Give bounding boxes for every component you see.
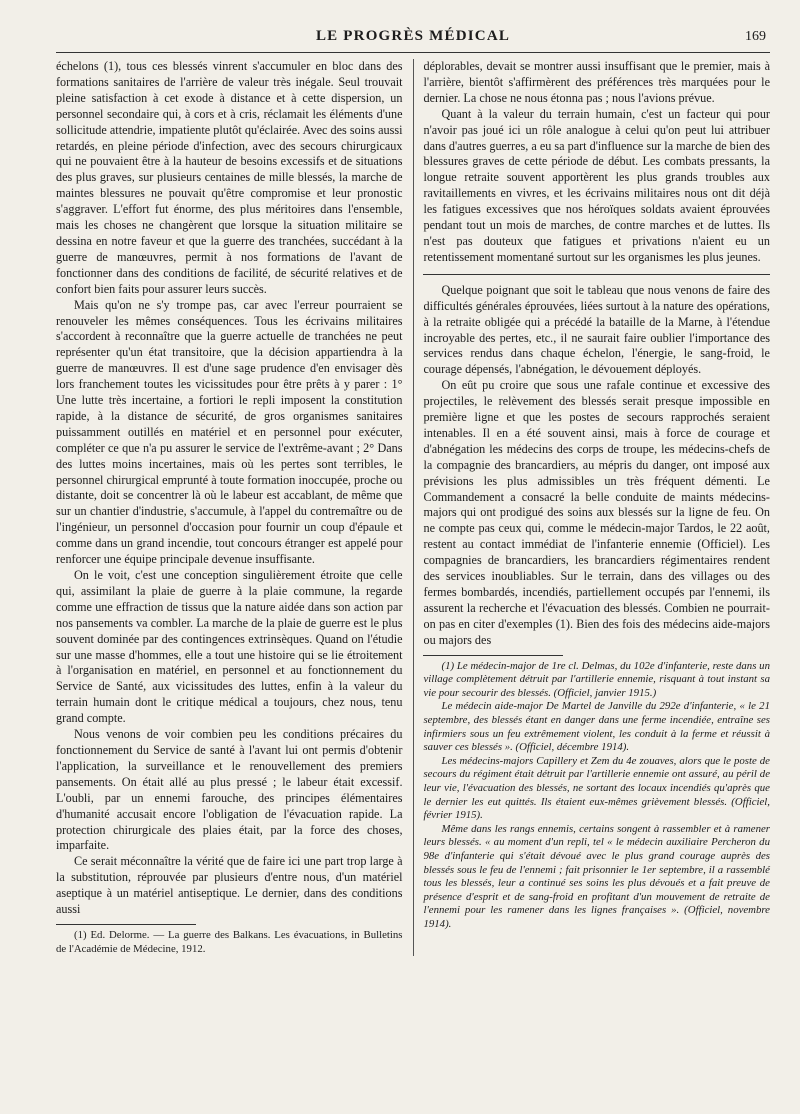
paragraph: Quant à la valeur du terrain humain, c'est un facteur qui pour n'avoir pas joué ici un rôle analogue à celui qu'on peut lui attribuer dans d'autres guerres, a eu sa part d'influence sur la marche de bien des blessures graves de cette période de début. Les combats pressants, la longue retraite souvent apportèrent les plus grands troubles aux ravitaillements en vivres, et les écrivains militaires nous ont dit déjà les fatigues excessives que nos héroïques soldats avaient éprouvées pendant tout un mois de marches, de contre marches et de luttes. Ils n'est pas douteux que fatigues et privations n'aient eu un retentissement momentané surtout sur les organismes les plus jeunes. <box>423 106 770 264</box>
page-header <box>56 26 770 50</box>
footnote-rule <box>423 655 563 656</box>
paragraph: échelons (1), tous ces blessés vinrent s'accumuler en bloc dans des formations sanitaires de l'arrière de valeur très inégale. Seul trouvait pleine satisfaction à cet exode à distance et à cette dispersion, un personnel secondaire qui, à cors et à cris, réclamait les éléments d'une sollicitude attendrie, impatiente plutôt qu'éclairée. Avec des soins aussi retardés, en pleine période d'infection, avec des secours chirurgicaux qui ne pouvaient être à la hauteur de besoins excessifs et de situations des plus graves, sur plusieurs centaines de mille blessés, la marche de maintes blessures ne pouvait qu'être compromise et leur pronostic s'aggraver. L'effort fut énorme, des plus méritoires dans l'ensemble, mais les choses ne changèrent que lorsque la situation militaire se dessina en notre faveur et que la guerre des tranchées, succédant à la guerre de manœuvres, permit à nos formations de l'avant de fonctionner dans des conditions de facilité, de sécurité relatives et de confort bien faits pour assurer leurs succès. <box>56 59 403 296</box>
paragraph: Mais qu'on ne s'y trompe pas, car avec l'erreur pourraient se renouveler les mêmes conséquences. Tous les écrivains militaires s'accordent à reconnaître que la guerre actuelle de tranchées ne peut représenter qu'un état transitoire, que la décision appartiendra à la guerre de manœuvres. Il est d'une sage prudence d'en envisager dès lors franchement toutes les vicissitudes pour être prêts à y parer : 1° Une lutte très incertaine, a fortiori le repli imposent la constitution rapide, à la distance de sécurité, de gros organismes sanitaires puissamment outillés en matériel et en personnel pour exécuter, compléter ce que n'a pu assurer le service de l'extrême-avant ; 2° Dans des luttes moins incertaines, mais où les pertes sont terribles, le personnel chirurgical emprunté à toute formation inoccupée, proche ou distante, doit se concentrer là où le labeur est accablant, de même que sur un chantier d'industrie, s'accumule, à l'appel du contremaître ou de l'ingénieur, un personnel d'occasion pour fournir un coup d'épaule et comme dans un grand incendie, tout concours étranger est appelé pour renforcer une équipe principale devenue insuffisante. <box>56 297 403 567</box>
paragraph: déplorables, devait se montrer aussi insuffisant que le premier, mais à l'arrière, bientôt s'affirmèrent des préférences très marquées pour le dernier. La chose ne nous étonna pas ; nous l'avions prévue. <box>423 59 770 105</box>
journal-title: LE PROGRÈS MÉDICAL <box>315 28 511 44</box>
paragraph: On le voit, c'est une conception singulièrement étroite que celle qui, assimilant la plaie de guerre à la plaie commune, la regarde comme une effraction de tissus que la nature aidée dans son action par nos pansements va combler. La marche de la plaie de guerre est le plus souvent dominée par des contingences extrinsèques. Quand on l'étudie sur une masse d'hommes, elle a tout une histoire qui se lie étroitement à l'organisation en matériel, en personnel et au fonctionnement du Service de Santé, aux vicissitudes des luttes, enfin à la valeur du terrain humain dont le critique médical a toujours, chez nous, tenu grand compte. <box>56 568 403 726</box>
footnote: Même dans les rangs ennemis, certains songent à rassembler et à ramener leurs blessés. « au moment d'un repli, tel « le médecin auxiliaire Percheron du 98e d'infanterie qui s'était dévoué avec le plus grand courage auprès des blessés sous le feu de l'ennemi ; fait prisonnier le 1er septembre, il a rassemblé tous les blessés, leur a continué ses soins les plus dévoués et a fait preuve de présence d'esprit et de sang-froid en profitant d'un mouvement de retraite de l'ennemi pour les ramener dans les lignes françaises ». (Officiel, novembre 1914). <box>423 822 770 930</box>
header-rule <box>56 52 770 53</box>
section-separator <box>423 274 770 275</box>
left-column <box>56 59 403 956</box>
two-column-body <box>56 59 770 956</box>
right-column <box>423 59 770 956</box>
column-divider <box>413 59 414 956</box>
footnote-rule <box>56 924 196 925</box>
paragraph: Ce serait méconnaître la vérité que de faire ici une part trop large à la substitution, réprouvée par plusieurs d'entre nous, d'un matériel aseptique à un matériel antiseptique. Le dernier, dans des conditions aussi <box>56 854 403 917</box>
footnote: Les médecins-majors Capillery et Zem du 4e zouaves, alors que le poste de secours du régiment était détruit par l'artillerie ennemie ont assuré, au péril de leur vie, l'évacuation des blessés, ne sortant des locaux incendiés qu'après que le dernier les eut quittés. Ils étaient eux-mêmes grièvement blessés. (Officiel, février 1915). <box>423 754 770 822</box>
paragraph: Nous venons de voir combien peu les conditions précaires du fonctionnement du Service de santé à l'avant lui ont permis d'obtenir l'application, la surveillance et le renouvellement des premiers pansements. On était allé au plus pressé ; le labeur était excessif. L'oubli, par un ennemi farouche, des principes élémentaires d'humanité accusait encore l'obligation de l'évacuation rapide. La protection chirurgicale des plaies était, par la force des choses, imparfaite. <box>56 727 403 853</box>
page-number: 169 <box>745 29 766 44</box>
footnote: (1) Ed. Delorme. — La guerre des Balkans. Les évacuations, in Bulletins de l'Académie de Médecine, 1912. <box>56 928 403 955</box>
paragraph: Quelque poignant que soit le tableau que nous venons de faire des difficultés générales éprouvées, liées surtout à la nature des opérations, à la retraite obligée qui a précédé la bataille de la Marne, à l'étendue incroyable des pertes, etc., il ne saurait faire oublier l'importance des services rendus dans chaque échelon, l'énergie, le sang-froid, le courage dépensés, l'abnégation, le dévouement déployés. <box>423 282 770 377</box>
footnote: Le médecin aide-major De Martel de Janville du 292e d'infanterie, « le 21 septembre, des blessés étant en danger dans une ferme incendiée, entraîne ses infirmiers sous un feu extrêmement violent, les conduit à la ferme et réussit à sauver ces blessés ». (Officiel, décembre 1914). <box>423 700 770 754</box>
footnote: (1) Le médecin-major de 1re cl. Delmas, du 102e d'infanterie, reste dans un village complètement détruit par l'artillerie ennemie, risquant à tout instant sa vie pour secourir des blessés. (Officiel, janvier 1915.) <box>423 659 770 699</box>
paragraph: On eût pu croire que sous une rafale continue et excessive des projectiles, le relèvement des blessés serait presque impossible en première ligne et que les postes de secours rapprochés seraient intenables. Il en a été souvent ainsi, mais à force de courage et d'abnégation les médecins des corps de troupe, les médecins-chefs de la compagnie des brancardiers, au mépris du danger, ont imposé aux prévisions les plus admissibles un très fréquent démenti. Le Commandement a consacré la belle conduite de maints médecins-majors qui ont prodigué des soins aux blessés sur la ligne de feu. On ne compte pas ceux qui, comme le médecin-major Tardos, le 22 août, restent au contact immédiat de l'infanterie ennemie (Officiel). Les compagnies de brancardiers, les brancardiers régimentaires rendent des services inoubliables. Sur le terrain, dans des villages ou des fermes bombardés, incendiés, partiellement occupés par l'ennemi, ils assurent la recherche et l'évacuation des blessés. Combien ne pourrait-on pas en citer d'exemples (1). Bien des fois des médecins aide-majors ou majors des <box>423 378 770 647</box>
